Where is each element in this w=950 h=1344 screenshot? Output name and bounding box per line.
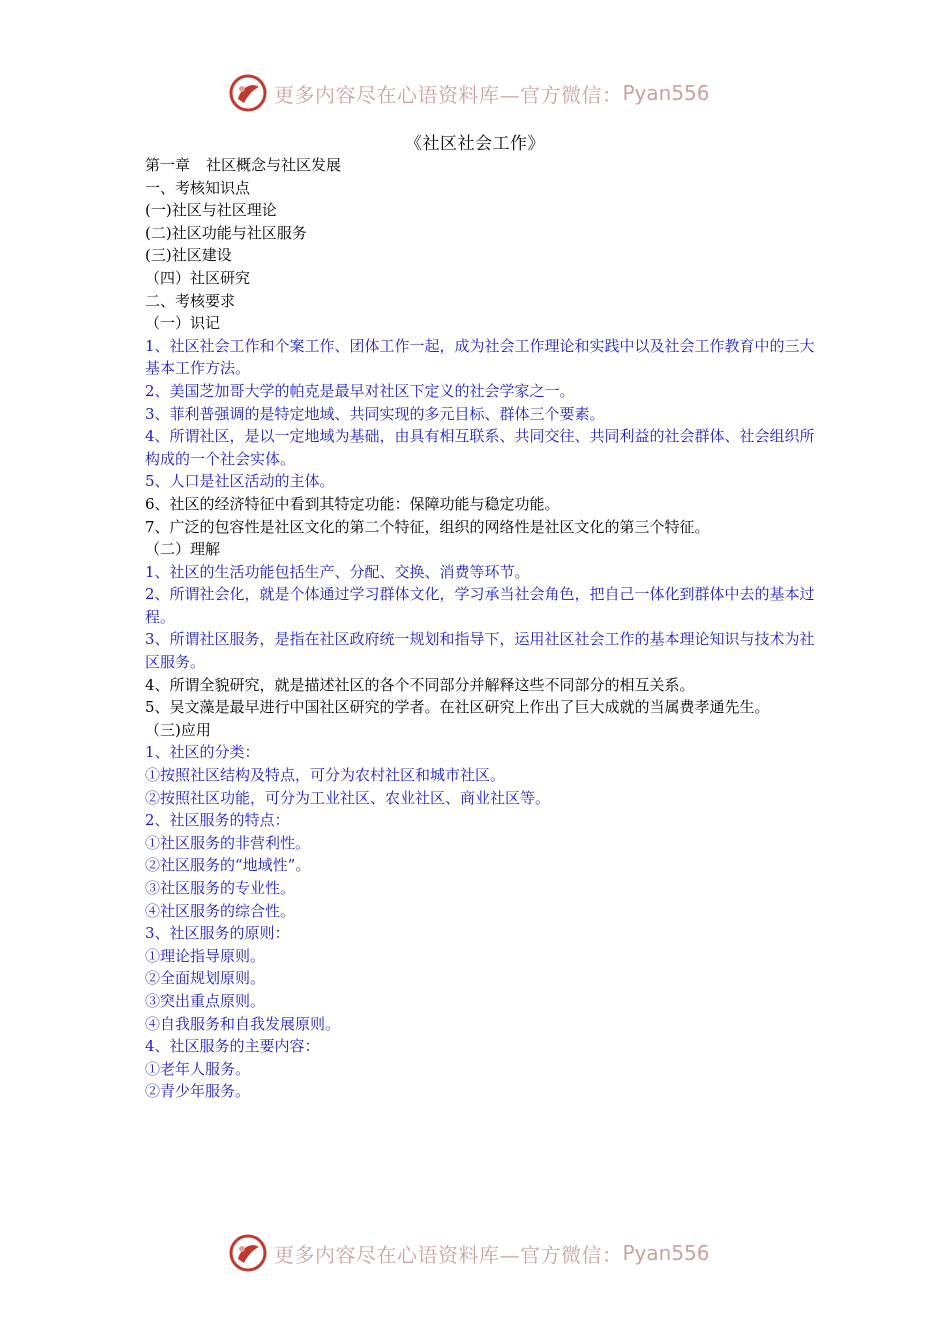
banner-text: 更多内容尽在心语资料库—官方微信： <box>274 1242 623 1267</box>
list-item: ②按照社区功能，可分为工业社区、农业社区、商业社区等。 <box>145 788 551 807</box>
list-item: ③突出重点原则。 <box>145 991 266 1010</box>
list-item: 5、吴文藻是最早进行中国社区研究的学者。在社区研究上作出了巨大成就的当属费孝通先生。 <box>145 698 770 717</box>
list-item: 1、社区的生活功能包括生产、分配、交换、消费等环节。 <box>145 562 530 581</box>
list-item: 2、所谓社会化，就是个体通过学习群体文化，学习承当社会角色，把自己一体化到群体中去的基本过程。 <box>145 585 815 626</box>
list-item: 2、社区服务的特点： <box>145 811 290 830</box>
logo-icon <box>228 73 268 113</box>
chapter-name: 社区概念与社区发展 <box>206 156 342 174</box>
footer-banner <box>228 1233 748 1273</box>
list-item: 1、社区社会工作和个案工作、团体工作一起，成为社会工作理论和实践中以及社会工作教育中的三大基本工作方法。 <box>145 336 815 378</box>
header-banner <box>228 73 748 113</box>
subsection-heading: （一）识记 <box>145 314 221 333</box>
logo-icon <box>228 1233 268 1273</box>
document-title: 《社区社会工作》 <box>405 134 545 154</box>
chapter-label: 第一章 <box>145 156 191 174</box>
list-item: ②社区服务的“地域性”。 <box>145 856 311 875</box>
knowledge-point: (三)社区建设 <box>145 246 232 265</box>
section-heading: 二、考核要求 <box>145 291 236 310</box>
list-item: 7、广泛的包容性是社区文化的第二个特征，组织的网络性是社区文化的第三个特征。 <box>145 517 710 536</box>
list-item: 4、所谓社区，是以一定地域为基础，由具有相互联系、共同交往、共同利益的社会群体、社会组织所构成的一个社会实体。 <box>145 427 815 468</box>
list-item: ①按照社区结构及特点，可分为农村社区和城市社区。 <box>145 766 506 785</box>
banner-wechat-id: Pyan556 <box>622 81 710 105</box>
knowledge-point: (二)社区功能与社区服务 <box>145 223 307 242</box>
list-item: ④自我服务和自我发展原则。 <box>145 1014 341 1033</box>
document-body <box>145 154 817 1103</box>
list-item: 6、社区的经济特征中看到其特定功能：保障功能与稳定功能。 <box>145 494 560 513</box>
subsection-heading: （二）理解 <box>145 540 221 559</box>
knowledge-point: （四）社区研究 <box>145 268 251 287</box>
list-item: ④社区服务的综合性。 <box>145 901 296 920</box>
list-item: ①社区服务的非营利性。 <box>145 833 311 852</box>
list-item: 3、菲利普强调的是特定地域、共同实现的多元目标、群体三个要素。 <box>145 404 605 423</box>
knowledge-point: (一)社区与社区理论 <box>145 201 277 220</box>
list-item: 5、人口是社区活动的主体。 <box>145 472 335 491</box>
chapter-heading <box>145 154 817 177</box>
section-heading: 一、考核知识点 <box>145 178 251 197</box>
list-item: 2、美国芝加哥大学的帕克是最早对社区下定义的社会学家之一。 <box>145 381 575 400</box>
list-item: ①理论指导原则。 <box>145 946 266 965</box>
banner-wechat-id: Pyan556 <box>622 1241 710 1265</box>
banner-text: 更多内容尽在心语资料库—官方微信： <box>274 82 623 107</box>
list-item: ②青少年服务。 <box>145 1082 251 1101</box>
list-item: 1、社区的分类： <box>145 743 260 762</box>
list-item: 4、社区服务的主要内容： <box>145 1037 320 1056</box>
list-item: ②全面规划原则。 <box>145 969 266 988</box>
list-item: 3、社区服务的原则： <box>145 924 290 943</box>
list-item: ①老年人服务。 <box>145 1059 251 1078</box>
list-item: 4、所谓全貌研究，就是描述社区的各个不同部分并解释这些不同部分的相互关系。 <box>145 675 695 694</box>
list-item: ③社区服务的专业性。 <box>145 879 296 897</box>
subsection-heading: （三)应用 <box>145 720 211 739</box>
list-item: 3、所谓社区服务，是指在社区政府统一规划和指导下，运用社区社会工作的基本理论知识与技术为社区服务。 <box>145 630 815 672</box>
